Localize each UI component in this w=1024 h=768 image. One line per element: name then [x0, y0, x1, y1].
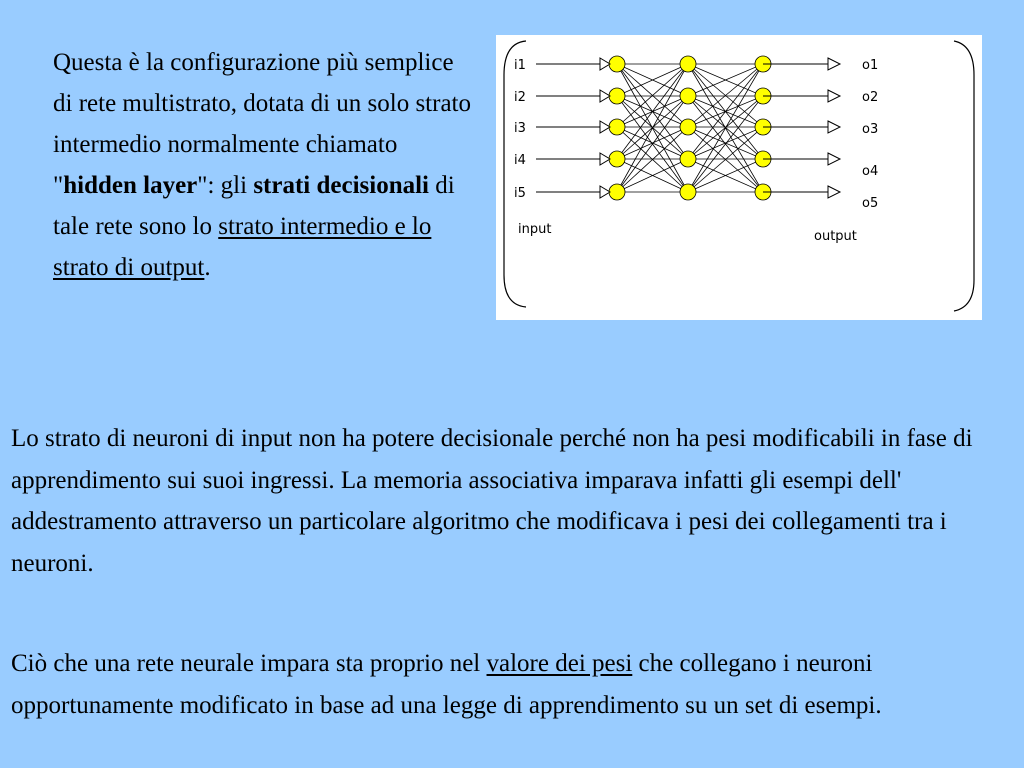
input-label-2: i3: [514, 121, 526, 136]
intro-text-2: ": gli: [197, 172, 254, 199]
neuron-node: [680, 56, 696, 72]
paragraph2-text-1: Ciò che una rete neurale impara sta proprio nel: [11, 650, 487, 677]
paragraph-weights: [11, 643, 1011, 726]
output-arrow-icon: [828, 153, 840, 165]
neural-network-diagram: [496, 35, 982, 320]
neuron-node: [680, 119, 696, 135]
output-label-4: o5: [862, 196, 879, 211]
neuron-node: [609, 56, 625, 72]
input-caption: input: [518, 222, 552, 237]
intro-text-4: .: [204, 254, 211, 281]
input-label-4: i5: [514, 186, 526, 201]
neuron-node: [680, 88, 696, 104]
network-svg: [496, 35, 982, 320]
paragraph-input-layer: Lo strato di neuroni di input non ha potere decisionale perché non ha pesi modificabili in fase di apprendimento sui suoi ingressi. La memoria associativa imparava infatti gli esempi dell' addestramento attraverso un particolare algoritmo che modificava i pesi dei collegamenti tra i neuroni.: [11, 425, 973, 577]
output-arrow-icon: [828, 58, 840, 70]
frame-left-bracket: [504, 41, 526, 307]
output-caption: output: [814, 229, 857, 244]
input-arrow-icon: [600, 121, 610, 133]
output-label-0: o1: [862, 58, 879, 73]
intro-paragraph: [53, 42, 473, 288]
input-label-3: i4: [514, 153, 526, 168]
intro-text-block: [53, 42, 473, 288]
neuron-node: [680, 184, 696, 200]
io-labels: [514, 58, 878, 244]
hidden-layer-term: hidden layer: [63, 172, 198, 199]
output-arrow-icon: [828, 121, 840, 133]
neuron-node: [609, 88, 625, 104]
output-label-2: o3: [862, 122, 879, 137]
intro-text-1: Questa è la configurazione più semplice di rete multistrato, dotata di un solo strato intermedio normalmente chiamato ": [53, 49, 471, 199]
intro-text-3: di tale rete sono lo: [53, 172, 455, 240]
weights-value-underlined: valore dei pesi: [486, 650, 633, 677]
neuron-node: [609, 119, 625, 135]
output-label-1: o2: [862, 90, 879, 105]
output-label-3: o4: [862, 164, 879, 179]
input-arrow-icon: [600, 186, 610, 198]
input-arrow-icon: [600, 90, 610, 102]
output-arrow-icon: [828, 186, 840, 198]
neuron-node: [680, 151, 696, 167]
neuron-node: [609, 184, 625, 200]
intermediate-output-layer-underlined: strato intermedio e lo strato di output: [53, 213, 432, 281]
input-label-1: i2: [514, 90, 526, 105]
input-label-0: i1: [514, 58, 526, 73]
input-arrow-icon: [600, 58, 610, 70]
frame-right-bracket: [954, 41, 974, 311]
neuron-node: [609, 151, 625, 167]
decision-layers-term: strati decisionali: [253, 172, 429, 199]
input-arrow-icon: [600, 153, 610, 165]
paragraph2-text-2: che collegano i neuroni opportunamente modificato in base ad una legge di apprendimento su un set di esempi.: [11, 650, 882, 719]
output-arrow-icon: [828, 90, 840, 102]
